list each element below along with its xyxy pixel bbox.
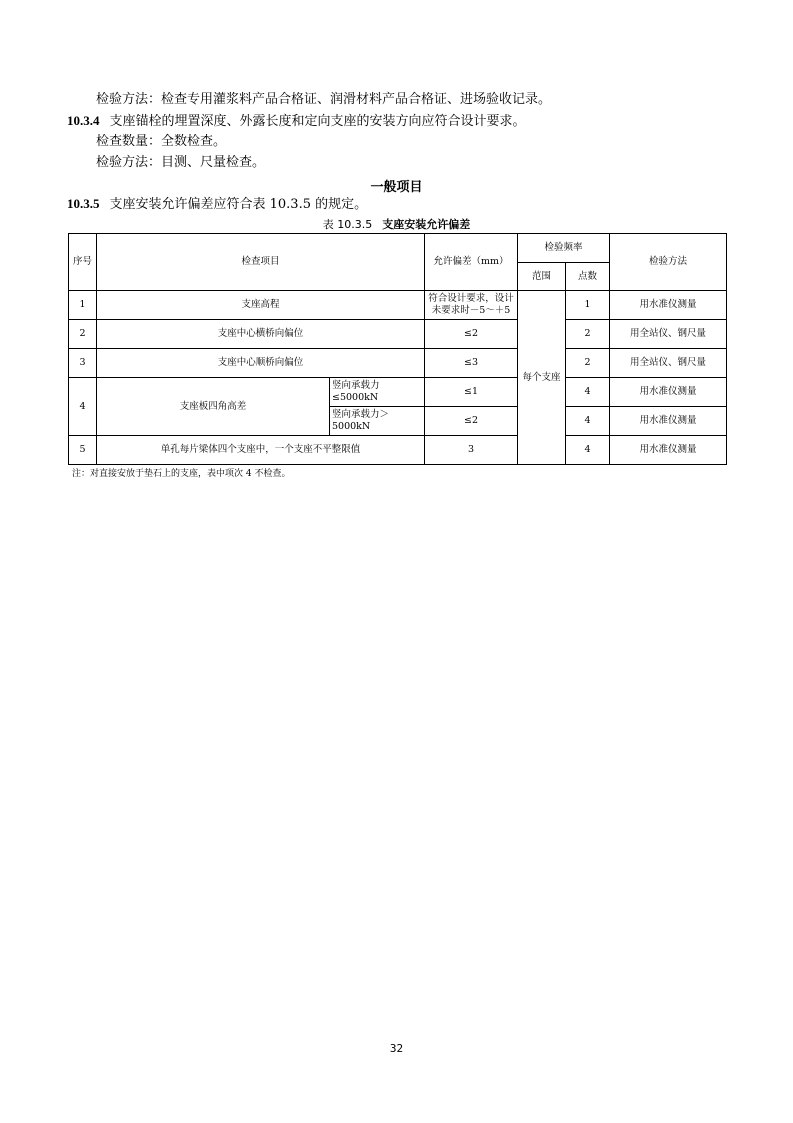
header-method: 检验方法 [610, 234, 727, 291]
cell-condition: 竖向承载力≤5000kN [330, 378, 425, 407]
table-header-row [69, 234, 727, 263]
header-frequency: 检验频率 [518, 234, 610, 263]
page-number: 32 [389, 1042, 404, 1055]
header-scope: 范围 [518, 263, 566, 291]
cell-method: 用水准仪测量 [610, 378, 727, 407]
cell-method: 用水准仪测量 [610, 407, 727, 436]
cell-points: 2 [566, 320, 610, 349]
cell-item: 支座中心顺桥向偏位 [97, 349, 425, 378]
table-row [69, 291, 727, 320]
header-item: 检查项目 [97, 234, 425, 291]
clause-number: 10.3.4 [67, 113, 100, 128]
section-heading-general-items: 一般项目 [370, 180, 423, 195]
table-number: 表 10.3.5 [322, 218, 373, 231]
cell-points: 4 [566, 436, 610, 465]
cell-scope-merged: 每个支座 [518, 291, 566, 465]
cell-tolerance: 3 [425, 436, 518, 465]
tolerance-line-1: 符合设计要求，设计 [428, 293, 514, 304]
clause-text: 支座安装允许偏差应符合表 10.3.5 的规定。 [109, 197, 368, 212]
tolerance-line-2: 未要求时－5～＋5 [431, 305, 511, 316]
cell-points: 2 [566, 349, 610, 378]
table-row [69, 320, 727, 349]
cell-points: 4 [566, 378, 610, 407]
inspection-method-paragraph: 检验方法：检查专用灌浆料产品合格证、润滑材料产品合格证、进场验收记录。 [96, 92, 552, 107]
cell-tolerance [425, 291, 518, 320]
table-row [69, 436, 727, 465]
cell-item: 支座中心横桥向偏位 [97, 320, 425, 349]
cell-no: 4 [69, 378, 97, 436]
cell-tolerance: ≤2 [425, 320, 518, 349]
cell-points: 1 [566, 291, 610, 320]
clause-10-3-5 [67, 196, 367, 213]
table-row [69, 349, 727, 378]
bearing-tolerance-table [68, 233, 727, 465]
cell-method: 用水准仪测量 [610, 436, 727, 465]
clause-text: 支座锚栓的埋置深度、外露长度和定向支座的安装方向应符合设计要求。 [109, 114, 526, 129]
cell-item: 支座板四角高差 [97, 378, 330, 436]
cell-method: 用水准仪测量 [610, 291, 727, 320]
header-points: 点数 [566, 263, 610, 291]
cell-method: 用全站仪、钢尺量 [610, 349, 727, 378]
cell-no: 1 [69, 291, 97, 320]
clause-10-3-4 [67, 113, 526, 130]
cell-no: 3 [69, 349, 97, 378]
cell-tolerance: ≤1 [425, 378, 518, 407]
cell-item: 单孔每片梁体四个支座中，一个支座不平整限值 [97, 436, 425, 465]
cell-tolerance: ≤2 [425, 407, 518, 436]
cell-tolerance: ≤3 [425, 349, 518, 378]
cell-condition: 竖向承载力＞5000kN [330, 407, 425, 436]
cell-no: 5 [69, 436, 97, 465]
inspection-method-paragraph-2: 检验方法：目测、尺量检查。 [96, 155, 266, 170]
cell-item: 支座高程 [97, 291, 425, 320]
table-caption [0, 216, 793, 232]
table-title: 支座安装允许偏差 [382, 218, 471, 231]
cell-points: 4 [566, 407, 610, 436]
inspection-quantity-paragraph: 检查数量：全数检查。 [96, 134, 227, 149]
header-no: 序号 [69, 234, 97, 291]
cell-method: 用全站仪、钢尺量 [610, 320, 727, 349]
header-tolerance: 允许偏差（mm） [425, 234, 518, 291]
clause-number: 10.3.5 [67, 196, 100, 211]
cell-no: 2 [69, 320, 97, 349]
table-row [69, 378, 727, 407]
table-note: 注：对直接安放于垫石上的支座，表中项次 4 不检查。 [72, 469, 291, 479]
